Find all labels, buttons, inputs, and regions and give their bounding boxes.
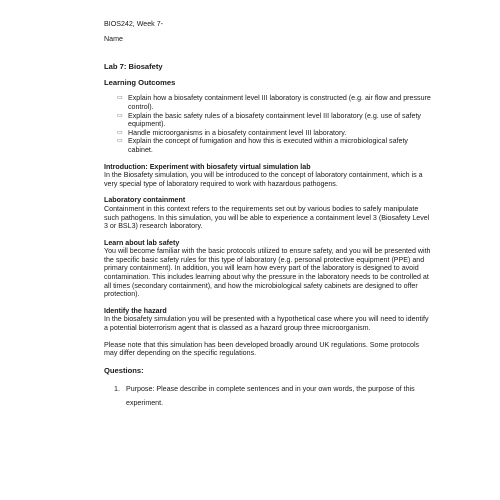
list-item [104,94,434,111]
list-item [104,383,434,410]
student-name-label: Name [104,34,123,43]
outcome-text: Explain how a biosafety containment level III laboratory is constructed (e.g. air flow and pressure control). [128,94,431,111]
identify-hazard-body: In the biosafety simulation you will be presented with a hypothetical case where you will need to identify a potential bioterrorism agent that is classed as a hazard group three microorganism. [104,315,429,333]
question-text: Purpose: Please describe in complete sentences and in your own words, the purpose of this experiment. [126,385,415,407]
learning-outcomes-heading: Learning Outcomes [104,77,176,87]
checkbox-bullet-icon: ▭ [117,138,123,145]
question-number: 1. [114,385,120,394]
laboratory-containment-body: Containment in this context refers to the requirements set out by various bodies to safely manipulate such pathogens. In this simulation, you will be able to experience a containment level 3 (Biosafety Level 3 or BSL3) research laboratory. [104,204,430,231]
questions-list [104,383,434,410]
learning-outcomes-list [104,94,434,154]
regulations-note: Please note that this simulation has been developed broadly around UK regulations. Some protocols may differ depending on the specific regulations. [104,340,420,358]
lab-safety-body: You will become familiar with the basic protocols utilized to ensure safety, and you will be presented with the specific basic safety rules for this type of laboratory (e.g. personal protective equipment (PPE) and primary containment). In addition, you will learn how every part of the laboratory is designed to avoid contamination. This includes learning about why the pressure in the laboratory needs to be controlled at all times (secondary containment), and how the microbiological safety cabinets are designed to offer protection). [104,247,431,299]
outcome-text: Handle microorganisms in a biosafety containment level III laboratory. [128,128,347,137]
laboratory-containment-heading: Laboratory containment [104,196,186,205]
introduction-heading: Introduction: Experiment with biosafety virtual simulation lab [104,162,311,171]
list-item [104,137,434,154]
questions-heading: Questions: [104,365,144,375]
lab-title: Lab 7: Biosafety [104,62,163,72]
checkbox-bullet-icon: ▭ [117,129,123,136]
introduction-body: In the Biosafety simulation, you will be introduced to the concept of laboratory containment, which is a very special type of laboratory required to work with hazardous pathogens. [104,171,423,188]
identify-hazard-heading: Identify the hazard [104,306,167,315]
outcome-text: Explain the basic safety rules of a biosafety containment level III laboratory (e.g. use of safety equipment). [128,111,421,129]
lab-safety-heading: Learn about lab safety [104,238,180,247]
list-item [104,112,434,129]
checkbox-bullet-icon: ▭ [117,112,123,119]
checkbox-bullet-icon: ▭ [117,95,123,102]
course-week-header: BIOS242, Week 7- [104,20,164,28]
outcome-text: Explain the concept of fumigation and how this is executed within a microbiological safety cabinet. [128,137,408,154]
list-item [104,129,434,138]
document-page [104,20,434,410]
